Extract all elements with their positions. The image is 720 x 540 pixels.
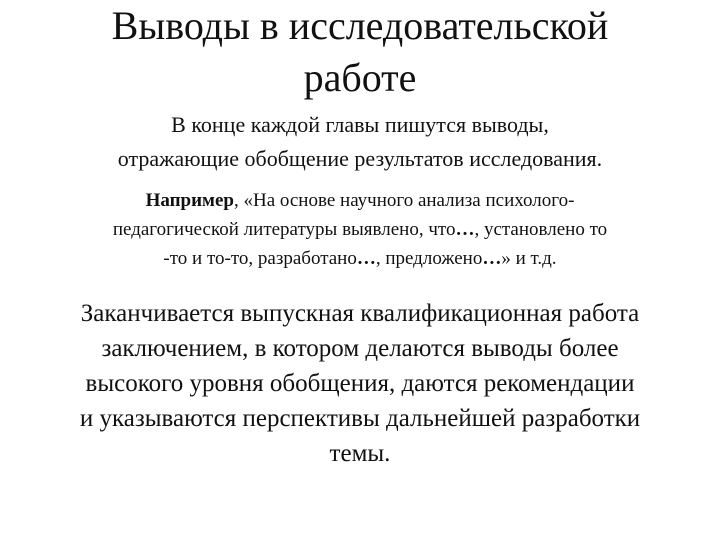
paragraph-2-line-1-text: , «На основе научного анализа психолого- bbox=[234, 190, 575, 211]
paragraph-2-line-1 bbox=[40, 186, 680, 215]
paragraph-3-line-1: Заканчивается выпускная квалификационная работа bbox=[80, 300, 640, 327]
paragraph-2-line-3-text-b: , предложено bbox=[375, 248, 483, 269]
example-lead-word: Например bbox=[145, 190, 234, 211]
paragraph-3-line-5: темы. bbox=[329, 440, 391, 467]
paragraph-3-line-4: и указываются перспективы дальнейшей разработки bbox=[79, 405, 641, 432]
paragraph-2-line-2 bbox=[40, 215, 680, 244]
slide-title-line-2: работе bbox=[303, 55, 417, 100]
paragraph-2-line-3-text-c: » и т.д. bbox=[501, 248, 557, 269]
paragraph-2-line-3 bbox=[40, 244, 680, 273]
paragraph-2-line-2-text-a: педагогической литературы выявлено, что bbox=[112, 219, 456, 240]
paragraph-2-line-3-text-a: -то и то-то, разработано bbox=[163, 248, 357, 269]
chapter-conclusions-paragraph bbox=[40, 108, 680, 176]
ellipsis-mark: … bbox=[356, 248, 376, 269]
final-work-paragraph bbox=[40, 296, 680, 471]
ellipsis-mark: … bbox=[482, 248, 502, 269]
paragraph-1-line-1: В конце каждой главы пишутся выводы, bbox=[171, 112, 549, 137]
slide-title bbox=[40, 0, 680, 104]
ellipsis-mark: … bbox=[455, 219, 475, 240]
example-paragraph bbox=[40, 186, 680, 273]
paragraph-1-line-2: отражающие обобщение результатов исследования. bbox=[117, 146, 603, 171]
paragraph-3-line-2: заключением, в котором делаются выводы более bbox=[101, 335, 619, 362]
slide-title-line-1: Выводы в исследовательской bbox=[111, 3, 609, 48]
paragraph-3-line-3: высокого уровня обобщения, даются рекомендации bbox=[85, 370, 635, 397]
paragraph-2-line-2-text-b: , установлено то bbox=[474, 219, 608, 240]
